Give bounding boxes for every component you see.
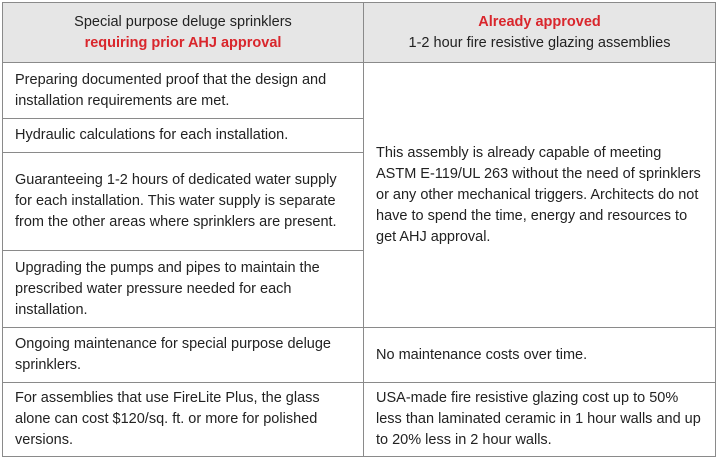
header-left-cell (2, 2, 364, 63)
left-row-text: Preparing documented proof that the design and installation requirements are met. (15, 71, 327, 109)
header-right-cell (363, 2, 716, 63)
left-row-text: Guaranteeing 1-2 hours of dedicated water supply for each installation. This water supply is separate from the other areas where sprinklers are present. (15, 172, 337, 230)
left-row-6 (2, 382, 364, 457)
right-row-3 (363, 382, 716, 457)
left-row-3 (2, 152, 364, 251)
right-row-1 (363, 62, 716, 328)
left-row-5 (2, 327, 364, 383)
header-right-subtitle: 1-2 hour fire resistive glazing assemblies (408, 34, 671, 51)
right-row-text: This assembly is already capable of meeting ASTM E-119/UL 263 without the need of sprinklers or any other mechanical triggers. Architects do not have to spend the time, energy and resources to get AHJ approval. (376, 144, 701, 245)
left-row-1 (2, 62, 364, 119)
right-row-2 (363, 327, 716, 383)
left-row-text: Upgrading the pumps and pipes to maintain the prescribed water pressure needed for each installation. (15, 259, 320, 318)
header-left-title: Special purpose deluge sprinklers (74, 13, 292, 30)
left-row-text: Hydraulic calculations for each installation. (15, 127, 289, 143)
left-row-4 (2, 250, 364, 328)
left-row-text: Ongoing maintenance for special purpose deluge sprinklers. (15, 336, 331, 373)
left-row-2 (2, 118, 364, 153)
right-row-text: USA-made fire resistive glazing cost up to 50% less than laminated ceramic in 1 hour walls and up to 20% less in 2 hour walls. (376, 390, 701, 448)
header-right-title: Already approved (478, 13, 601, 30)
header-left-subtitle: requiring prior AHJ approval (84, 34, 282, 51)
left-row-text: For assemblies that use FireLite Plus, the glass alone can cost $120/sq. ft. or more for polished versions. (15, 390, 320, 448)
right-row-text: No maintenance costs over time. (376, 346, 588, 363)
comparison-table (2, 2, 716, 457)
